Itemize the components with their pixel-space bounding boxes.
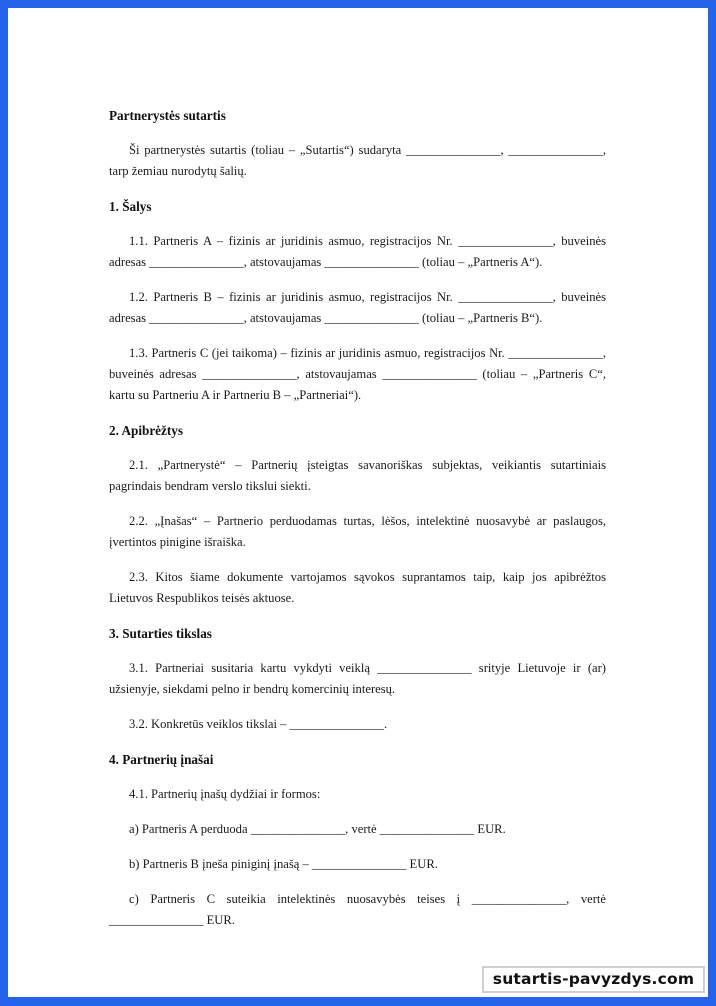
section-parties [109,196,606,406]
document-body [109,105,606,931]
section-heading: 1. Šalys [109,199,152,214]
clause-2-1: 2.1. „Partnerystė“ – Partnerių įsteigtas savanoriškas subjektas, veikiantis sutartiniais pagrindais bendram verslo tikslui siekti. [109,458,606,493]
clause-1-3: 1.3. Partneris C (jei taikoma) – fizinis ar juridinis asmuo, registracijos Nr. _______________, buveinės adresas _______________, atstovaujamas _______________ (toliau – „Partneris C“, kartu su Partneriu A ir Partneriu B – „Partneriai“). [109,346,606,402]
clause-4-1-b: b) Partneris B įneša piniginį įnašą – _______________ EUR. [129,857,438,871]
clause-1-1: 1.1. Partneris A – fizinis ar juridinis asmuo, registracijos Nr. _______________, buveinės adresas _______________, atstovaujamas _______________ (toliau – „Partneris A“). [109,234,606,269]
clause-4-1: 4.1. Partnerių įnašų dydžiai ir formos: [129,787,321,801]
document-page [8,8,708,997]
section-heading: 4. Partnerių įnašai [109,752,214,767]
clause-2-3: 2.3. Kitos šiame dokumente vartojamos sąvokos suprantamos taip, kaip jos apibrėžtos Lietuvos Respublikos teisės aktuose. [109,570,606,605]
section-contributions [109,749,606,931]
section-purpose [109,623,606,735]
section-heading: 3. Sutarties tikslas [109,626,212,641]
section-definitions [109,420,606,609]
clause-4-1-a: a) Partneris A perduoda _______________, vertė _______________ EUR. [129,822,506,836]
document-title: Partnerystės sutartis [109,108,226,123]
watermark-link[interactable]: sutartis-pavyzdys.com [482,966,705,993]
clause-3-1: 3.1. Partneriai susitaria kartu vykdyti veiklą _______________ srityje Lietuvoje ir (ar) užsienyje, siekdami pelno ir bendrų komercinių interesų. [109,661,606,696]
intro-paragraph: Ši partnerystės sutartis (toliau – „Sutartis“) sudaryta _______________, _______________, tarp žemiau nurodytų šalių. [109,143,606,178]
clause-1-2: 1.2. Partneris B – fizinis ar juridinis asmuo, registracijos Nr. _______________, buveinės adresas _______________, atstovaujamas _______________ (toliau – „Partneris B“). [109,290,606,325]
section-heading: 2. Apibrėžtys [109,423,183,438]
clause-2-2: 2.2. „Įnašas“ – Partnerio perduodamas turtas, lėšos, intelektinė nuosavybė ar paslaugos, įvertintos pinigine išraiška. [109,514,606,549]
clause-4-1-c: c) Partneris C suteikia intelektinės nuosavybės teises į _______________, vertė _______________ EUR. [109,892,606,927]
clause-3-2: 3.2. Konkretūs veiklos tikslai – _______________. [129,717,388,731]
